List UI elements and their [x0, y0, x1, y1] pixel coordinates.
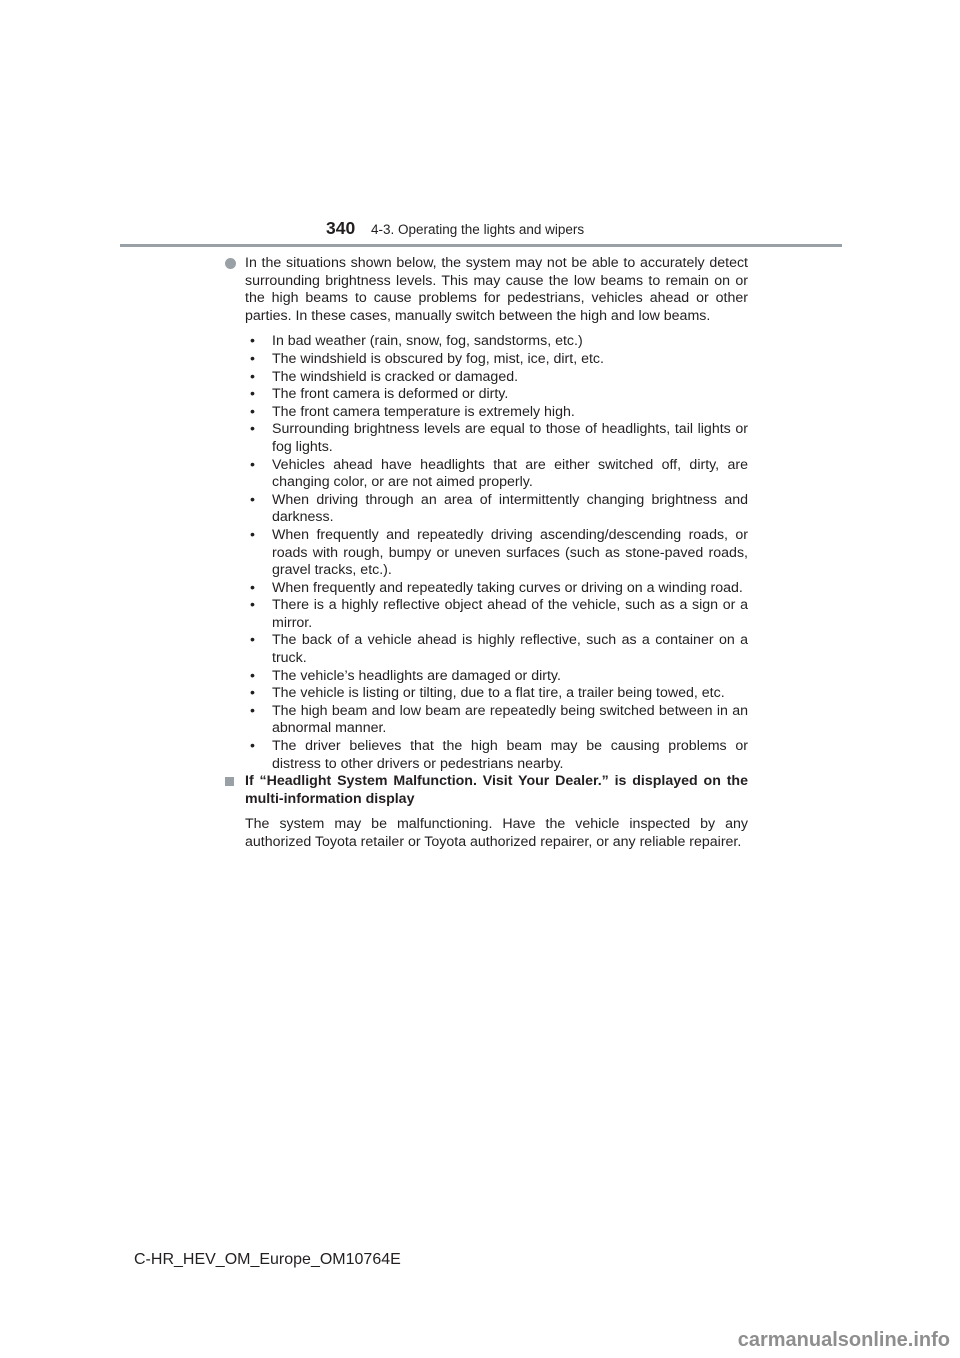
section-title: 4-3. Operating the lights and wipers	[371, 222, 585, 237]
list-bullet: •	[250, 579, 255, 596]
square-bullet-icon	[225, 777, 234, 786]
list-bullet: •	[250, 403, 255, 420]
list-item: • The windshield is obscured by fog, mist, ice, dirt, etc.	[250, 350, 604, 367]
list-bullet: •	[250, 421, 255, 438]
footer-doc-code: C-HR_HEV_OM_Europe_OM10764E	[134, 1251, 401, 1268]
list-item: • When driving through an area of intermittently changing brightness and darkness.	[250, 491, 748, 526]
list-bullet: •	[250, 368, 255, 385]
circle-bullet-icon	[225, 258, 236, 269]
list-item: • When frequently and repeatedly taking curves or driving on a winding road.	[250, 579, 743, 596]
list-item: • There is a highly reflective object ahead of the vehicle, such as a sign or a mirror.	[250, 597, 748, 631]
list-bullet: •	[250, 597, 255, 614]
list-bullet: •	[250, 632, 255, 649]
list-bullet: •	[250, 491, 255, 508]
list-bullet: •	[250, 526, 255, 543]
list-bullet: •	[250, 350, 255, 367]
bullet-block	[225, 255, 748, 773]
intro-paragraph: In the situations shown below, the system may not be able to accurately detect surrounding brightness levels. This may cause the low beams to remain on or the high beams to cause problems for pedestrians, vehicles ahead or other parties. In these cases, manually switch between the high and low beams.	[245, 255, 748, 324]
list-bullet: •	[250, 386, 255, 403]
malfunction-heading: If “Headlight System Malfunction. Visit Your Dealer.” is displayed on the multi-information display	[245, 773, 748, 807]
list-item: • The back of a vehicle ahead is highly reflective, such as a container on a truck.	[250, 632, 748, 667]
list-bullet: •	[250, 685, 255, 702]
list-item: • The driver believes that the high beam may be causing problems or distress to other drivers or pedestrians nearby.	[250, 738, 748, 772]
list-item: • Vehicles ahead have headlights that are either switched off, dirty, are changing color, or are not aimed properly.	[250, 456, 748, 491]
watermark: carmanualsonline.info	[737, 1329, 950, 1351]
list-item: • The front camera temperature is extremely high.	[250, 403, 575, 420]
list-item: • The vehicle is listing or tilting, due to a flat tire, a trailer being towed, etc.	[250, 685, 725, 702]
list-bullet: •	[250, 333, 255, 350]
list-bullet: •	[250, 702, 255, 719]
list-bullet: •	[250, 738, 255, 755]
list-item: • The front camera is deformed or dirty.	[250, 386, 509, 403]
list-bullet: •	[250, 456, 255, 473]
page-number: 340	[326, 218, 356, 238]
list-bullet: •	[250, 667, 255, 684]
header-rule	[120, 244, 842, 247]
list-item: • In bad weather (rain, snow, fog, sandstorms, etc.)	[250, 333, 583, 350]
main-content	[225, 255, 748, 852]
list-item: • The high beam and low beam are repeatedly being switched between in an abnormal manner.	[250, 702, 748, 737]
list-item: • When frequently and repeatedly driving ascending/descending roads, or roads with rough, bumpy or uneven surfaces (such as stone-paved roads, gravel tracks, etc.).	[250, 526, 748, 579]
list-item: • The vehicle’s headlights are damaged or dirty.	[250, 667, 561, 684]
malfunction-body: The system may be malfunctioning. Have the vehicle inspected by any authorized Toyota retailer or Toyota authorized repairer, or any reliable repairer.	[245, 816, 748, 850]
malfunction-section	[225, 773, 748, 851]
situations-list	[245, 333, 748, 773]
list-item: • Surrounding brightness levels are equal to those of headlights, tail lights or fog lights.	[250, 421, 748, 455]
list-item: • The windshield is cracked or damaged.	[250, 368, 519, 385]
